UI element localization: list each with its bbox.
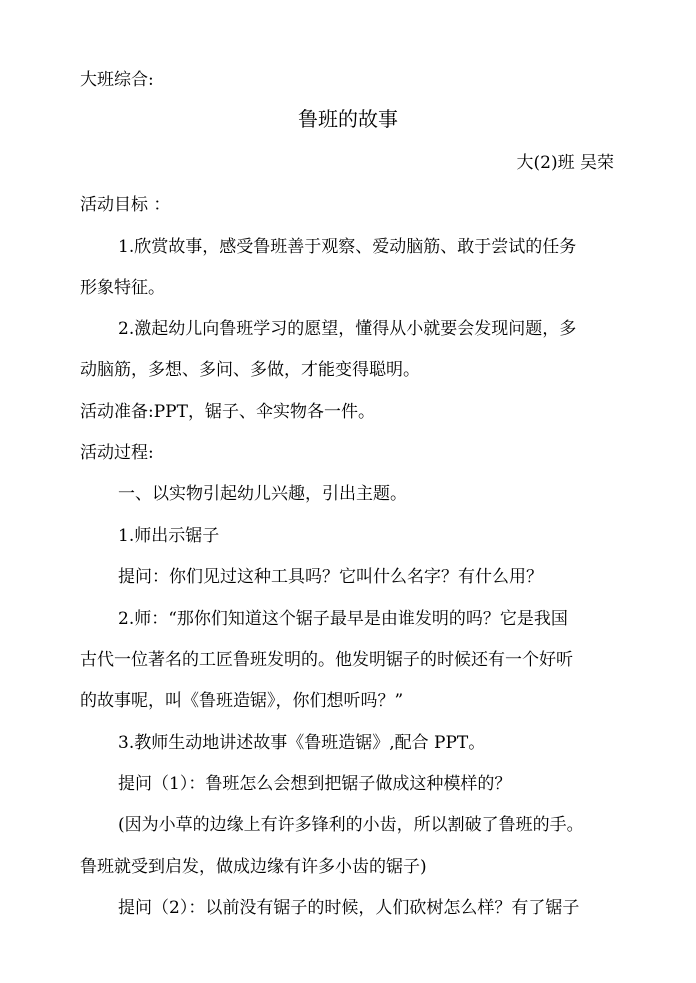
category-label: 大班综合: <box>80 70 154 90</box>
section-heading-goals: 活动目标 ： <box>80 195 171 215</box>
section-heading-process: 活动过程: <box>80 443 154 463</box>
paragraph-line: 形象特征。 <box>80 278 165 298</box>
paragraph-line: 提问：你们见过这种工具吗？它叫什么名字？有什么用？ <box>118 567 543 587</box>
paragraph-line: 提问（1）：鲁班怎么会想到把锯子做成这种模样的？ <box>118 774 512 794</box>
paragraph-line: 动脑筋，多想、多问、多做，才能变得聪明。 <box>80 360 420 380</box>
paragraph-line: 2.激起幼儿向鲁班学习的愿望，懂得从小就要会发现问题，多 <box>118 319 577 339</box>
paragraph-line: (因为小草的边缘上有许多锋利的小齿，所以割破了鲁班的手。 <box>118 815 584 835</box>
paragraph-line: 提问（2）：以前没有锯子的时候，人们砍树怎么样？有了锯子 <box>118 898 580 918</box>
paragraph-line: 1.欣赏故事，感受鲁班善于观察、爱动脑筋、敢于尝试的任务 <box>118 237 577 257</box>
paragraph-line: 一、以实物引起幼儿兴趣，引出主题。 <box>118 484 407 504</box>
paragraph-line: 3.教师生动地讲述故事《鲁班造锯》,配合 PPT。 <box>118 733 486 753</box>
paragraph-line: 2.师：“那你们知道这个锯子最早是由谁发明的吗？它是我国 <box>118 609 568 629</box>
section-heading-preparation: 活动准备:PPT，锯子、伞实物各一件。 <box>80 402 375 422</box>
page-title: 鲁班的故事 <box>298 107 398 131</box>
paragraph-line: 古代一位著名的工匠鲁班发明的。他发明锯子的时候还有一个好听 <box>80 650 573 670</box>
paragraph-line: 1.师出示锯子 <box>118 526 220 546</box>
author-line: 大(2)班 吴荣 <box>516 153 614 173</box>
paragraph-line: 的故事呢，叫《鲁班造锯》，你们想听吗？” <box>80 691 404 711</box>
paragraph-line: 鲁班就受到启发，做成边缘有许多小齿的锯子) <box>80 857 427 877</box>
